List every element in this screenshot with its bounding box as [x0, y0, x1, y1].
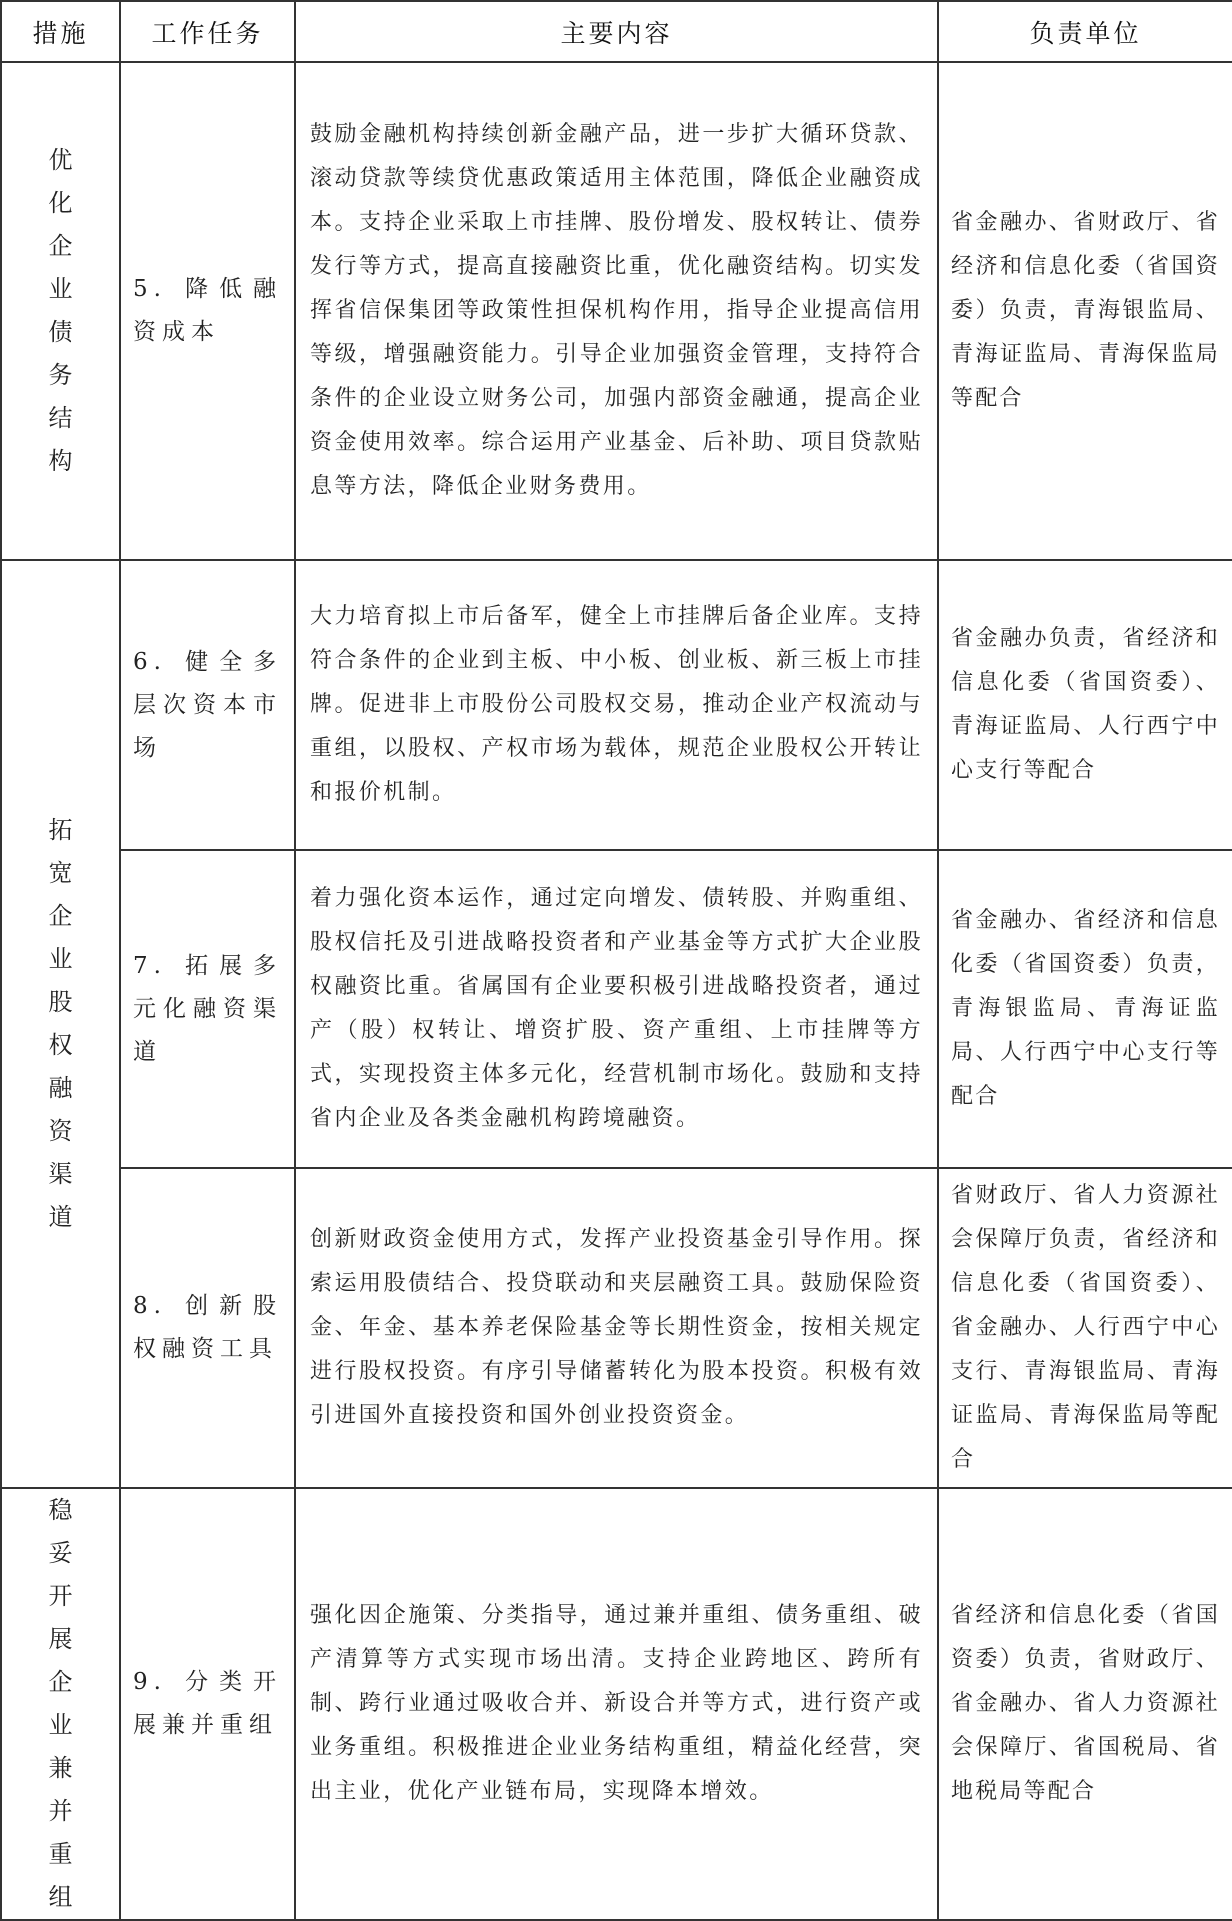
content-cell: 创新财政资金使用方式，发挥产业投资基金引导作用。探索运用股债结合、投贷联动和夹层融资工具。鼓励保险资金、年金、基本养老保险基金等长期性资金，按相关规定进行股权投资。有序引导储蓄转化为股本投资。积极有效引进国外直接投资和国外创业投资资金。	[295, 1168, 938, 1488]
unit-cell: 省经济和信息化委（省国资委）负责，省财政厅、省金融办、省人力资源社会保障厅、省国税局、省地税局等配合	[938, 1488, 1232, 1920]
task-cell: 9. 分类开展兼并重组	[120, 1488, 295, 1920]
table-row	[1, 560, 1232, 850]
task-cell: 8. 创新股权融资工具	[120, 1168, 295, 1488]
header-content: 主要内容	[295, 1, 938, 62]
content-cell: 鼓励金融机构持续创新金融产品，进一步扩大循环贷款、滚动贷款等续贷优惠政策适用主体范围，降低企业融资成本。支持企业采取上市挂牌、股份增发、股权转让、债券发行等方式，提高直接融资比重，优化融资结构。切实发挥省信保集团等政策性担保机构作用，指导企业提高信用等级，增强融资能力。引导企业加强资金管理，支持符合条件的企业设立财务公司，加强内部资金融通，提高企业资金使用效率。综合运用产业基金、后补助、项目贷款贴息等方法，降低企业财务费用。	[295, 62, 938, 560]
table-row	[1, 62, 1232, 560]
measure-cell	[1, 560, 120, 1488]
unit-cell: 省金融办、省经济和信息化委（省国资委）负责，青海银监局、青海证监局、人行西宁中心支行等配合	[938, 850, 1232, 1168]
header-unit: 负责单位	[938, 1, 1232, 62]
measure-text: 优化企业债务结构	[48, 146, 73, 475]
header-task: 工作任务	[120, 1, 295, 62]
measure-cell	[1, 1488, 120, 1920]
table-row	[1, 1488, 1232, 1920]
header-measure: 措施	[1, 1, 120, 62]
table-row	[1, 1168, 1232, 1488]
table-header-row	[1, 1, 1232, 62]
unit-cell: 省金融办负责，省经济和信息化委（省国资委）、青海证监局、人行西宁中心支行等配合	[938, 560, 1232, 850]
unit-cell: 省财政厅、省人力资源社会保障厅负责，省经济和信息化委（省国资委）、省金融办、人行西宁中心支行、青海银监局、青海证监局、青海保监局等配合	[938, 1168, 1232, 1488]
task-cell: 5. 降低融资成本	[120, 62, 295, 560]
content-cell: 着力强化资本运作，通过定向增发、债转股、并购重组、股权信托及引进战略投资者和产业基金等方式扩大企业股权融资比重。省属国有企业要积极引进战略投资者，通过产（股）权转让、增资扩股、资产重组、上市挂牌等方式，实现投资主体多元化，经营机制市场化。鼓励和支持省内企业及各类金融机构跨境融资。	[295, 850, 938, 1168]
content-cell: 大力培育拟上市后备军，健全上市挂牌后备企业库。支持符合条件的企业到主板、中小板、创业板、新三板上市挂牌。促进非上市股份公司股权交易，推动企业产权流动与重组，以股权、产权市场为载体，规范企业股权公开转让和报价机制。	[295, 560, 938, 850]
table-row	[1, 850, 1232, 1168]
measure-text: 稳妥开展企业兼并重组	[48, 1496, 73, 1911]
measure-cell	[1, 62, 120, 560]
task-cell: 6. 健全多层次资本市场	[120, 560, 295, 850]
unit-cell: 省金融办、省财政厅、省经济和信息化委（省国资委）负责，青海银监局、青海证监局、青海保监局等配合	[938, 62, 1232, 560]
task-cell: 7. 拓展多元化融资渠道	[120, 850, 295, 1168]
content-cell: 强化因企施策、分类指导，通过兼并重组、债务重组、破产清算等方式实现市场出清。支持企业跨地区、跨所有制、跨行业通过吸收合并、新设合并等方式，进行资产或业务重组。积极推进企业业务结构重组，精益化经营，突出主业，优化产业链布局，实现降本增效。	[295, 1488, 938, 1920]
measure-text: 拓宽企业股权融资渠道	[48, 816, 73, 1231]
